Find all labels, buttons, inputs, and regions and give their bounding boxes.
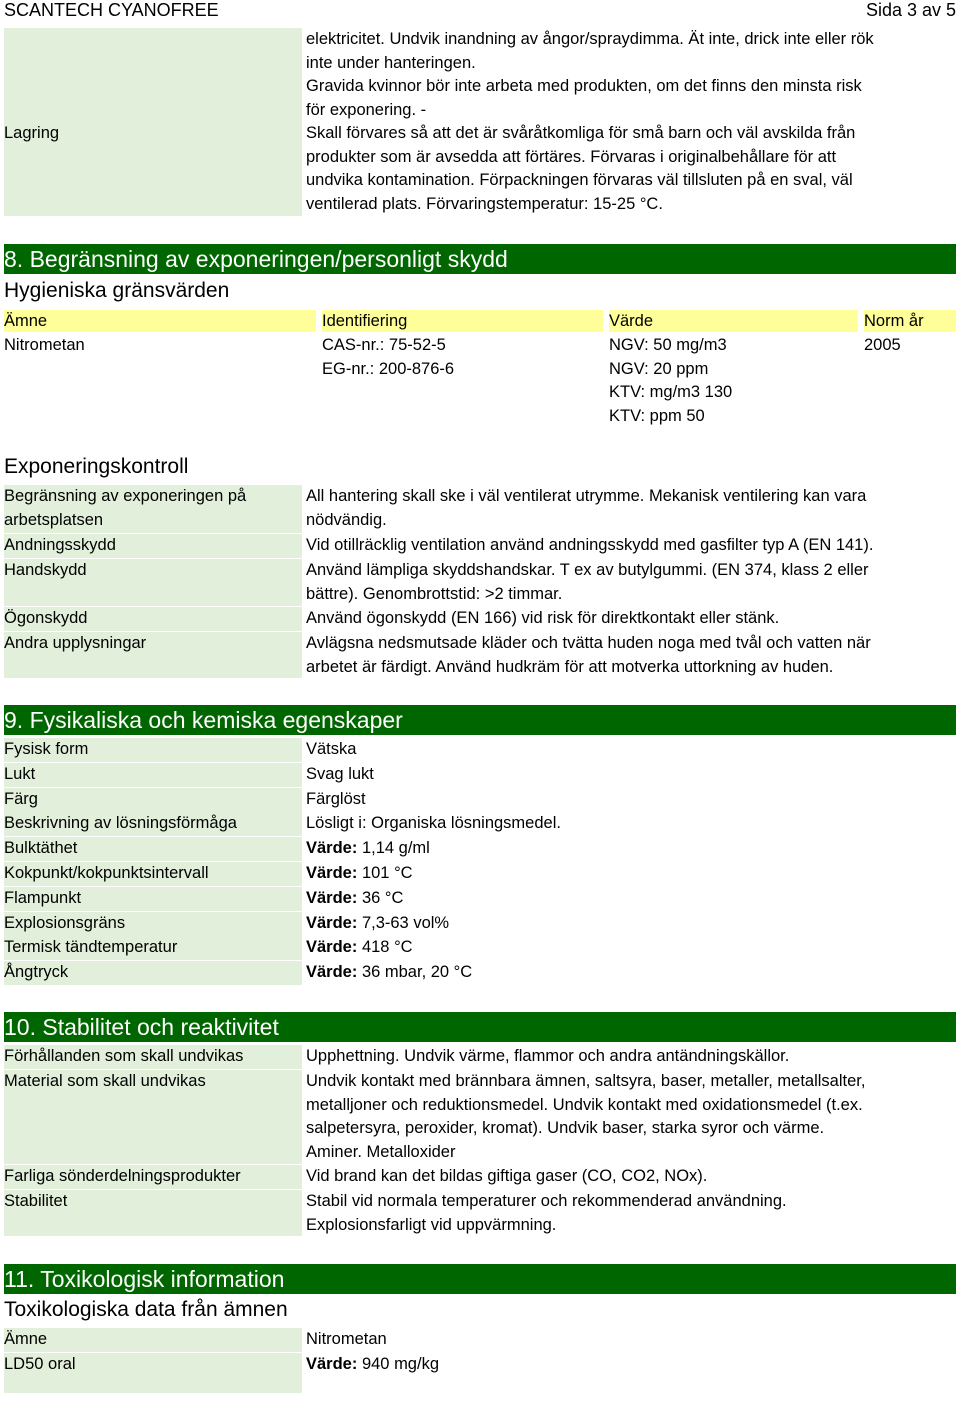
decomposition-value: Vid brand kan det bildas giftiga gaser (CO, CO2, NOx). — [306, 1167, 708, 1185]
storage-line: Skall förvares så att det är svåråtkomliga för små barn och väl avskilda från — [306, 124, 856, 142]
limit-value: NGV: 50 mg/m3 — [609, 336, 727, 354]
value-prefix: Värde: — [306, 913, 358, 932]
storage-line: produkter som är avsedda att förtäres. Förvaras i originalbehållare för att — [306, 147, 837, 166]
property-row — [4, 788, 956, 812]
value-line: Stabil vid normala temperaturer och rekommenderad användning. — [306, 1192, 787, 1210]
value-prefix: Värde: — [306, 1355, 358, 1373]
exposure-control-heading: Exponeringskontroll — [4, 455, 189, 478]
cas-number: CAS-nr.: 75-52-5 — [322, 336, 446, 354]
ld50-label — [4, 1353, 302, 1393]
toxicology-data-heading: Toxikologiska data från ämnen — [4, 1298, 288, 1321]
tox-substance-value: Nitrometan — [306, 1330, 387, 1348]
col-norm-year: Norm år — [864, 310, 956, 332]
text-line: elektricitet. Undvik inandning av ångor/spraydimma. Ät inte, drick inte eller rök — [306, 30, 874, 48]
property-value — [306, 961, 956, 985]
property-value — [306, 887, 956, 911]
stability-value — [306, 1190, 956, 1237]
property-label: Beskrivning av lösningsförmåga — [4, 812, 302, 836]
col-substance: Ämne — [4, 310, 316, 332]
row-identification — [322, 334, 454, 381]
value-line: Undvik kontakt med brännbara ämnen, saltsyra, baser, metaller, metallsalter, — [306, 1072, 866, 1090]
other-info-value — [306, 632, 956, 679]
property-label: Kokpunkt/kokpunktsintervall — [4, 862, 302, 886]
page-number: Sida 3 av 5 — [865, 0, 956, 20]
value-line: bättre). Genombrottstid: >2 timmar. — [306, 584, 563, 603]
other-info-label — [4, 632, 302, 678]
conditions-label: Förhållanden som skall undvikas — [4, 1045, 302, 1069]
continued-text — [306, 28, 956, 216]
property-value-text: 7,3-63 vol% — [361, 913, 450, 932]
limits-table-header — [4, 310, 956, 332]
exposure-item — [4, 559, 956, 606]
limit-value: NGV: 20 ppm — [609, 359, 709, 378]
limits-table-row — [4, 334, 956, 430]
value-line: Avlägsna nedsmutsade kläder och tvätta huden noga med tvål och vatten när — [306, 634, 871, 652]
continued-label-cell — [4, 28, 302, 216]
property-row — [4, 862, 956, 886]
property-value-text: Vätska — [306, 740, 357, 758]
tox-item — [4, 1353, 956, 1393]
page-header — [4, 0, 956, 22]
property-label: Termisk tändtemperatur — [4, 936, 302, 960]
section-11-title: 11. Toxikologisk information — [4, 1264, 956, 1294]
property-value — [306, 862, 956, 886]
property-label: Flampunkt — [4, 887, 302, 911]
stability-item — [4, 1165, 956, 1189]
limit-value: KTV: ppm 50 — [609, 406, 705, 425]
row-substance: Nitrometan — [4, 336, 85, 354]
value-line: salpetersyra, peroxider, kromat). Undvik baser, starka syror och värme. — [306, 1119, 825, 1137]
value-line: metalljoner och reduktionsmedel. Undvik kontakt med oxidationsmedel (t.ex. — [306, 1095, 863, 1114]
text-line: för exponering. - — [306, 100, 427, 119]
decomposition-label: Farliga sönderdelningsprodukter — [4, 1165, 302, 1189]
value-prefix: Värde: — [306, 963, 358, 982]
exposure-item — [4, 632, 956, 678]
continued-block — [4, 28, 956, 216]
value-line: Aminer. Metalloxider — [306, 1142, 456, 1161]
document-title: SCANTECH CYANOFREE — [4, 0, 219, 20]
storage-line: undvika kontamination. Förpackningen förvaras väl tillsluten på en sval, väl — [306, 171, 853, 189]
property-value-text: 36 °C — [361, 888, 404, 907]
property-value — [306, 763, 956, 787]
property-value-text: Svag lukt — [306, 764, 374, 783]
property-value — [306, 837, 956, 861]
label-line: Handskydd — [4, 561, 87, 579]
property-value — [306, 788, 956, 812]
property-row — [4, 936, 956, 960]
materials-value — [306, 1070, 956, 1164]
property-row — [4, 961, 956, 985]
property-row — [4, 837, 956, 861]
property-label: Bulktäthet — [4, 837, 302, 861]
section-9-title: 9. Fysikaliska och kemiska egenskaper — [4, 705, 956, 735]
property-value — [306, 936, 956, 960]
storage-line: ventilerad plats. Förvaringstemperatur: 15-25 °C. — [306, 194, 663, 213]
value-line: nödvändig. — [306, 510, 387, 529]
exposure-value — [306, 485, 956, 532]
property-row — [4, 812, 956, 836]
property-label: Explosionsgräns — [4, 912, 302, 936]
ld50-value — [306, 1353, 956, 1377]
exposure-label — [4, 485, 302, 533]
label-line: Material som skall undvikas — [4, 1072, 206, 1090]
property-value-text: 418 °C — [361, 938, 413, 957]
value-line: Använd lämpliga skyddshandskar. T ex av butylgummi. (EN 374, klass 2 eller — [306, 561, 869, 579]
stability-item — [4, 1045, 956, 1069]
stability-label — [4, 1190, 302, 1236]
value-line: Explosionsfarligt vid uppvärmning. — [306, 1215, 557, 1234]
value-prefix: Värde: — [306, 839, 358, 858]
value-prefix: Värde: — [306, 938, 358, 957]
limit-value: KTV: mg/m3 130 — [609, 383, 733, 401]
property-value — [306, 912, 956, 936]
exposure-item — [4, 534, 956, 558]
section-10-title: 10. Stabilitet och reaktivitet — [4, 1012, 956, 1042]
value-prefix: Värde: — [306, 888, 358, 907]
tox-item — [4, 1328, 956, 1352]
exposure-item — [4, 485, 956, 533]
text-line: inte under hanteringen. — [306, 53, 476, 72]
ld50-amount: 940 mg/kg — [361, 1355, 439, 1373]
property-value — [306, 812, 956, 836]
property-value-text: 101 °C — [361, 864, 413, 882]
hand-protection-label — [4, 559, 302, 606]
hygiene-limits-heading: Hygieniska gränsvärden — [4, 279, 230, 302]
property-row — [4, 912, 956, 936]
property-label: Lukt — [4, 763, 302, 787]
label-line: Stabilitet — [4, 1192, 68, 1210]
section-8-title: 8. Begränsning av exponeringen/personligt skydd — [4, 244, 956, 274]
row-norm-year: 2005 — [864, 336, 901, 354]
property-row — [4, 763, 956, 787]
value-line: All hantering skall ske i väl ventilerat utrymme. Mekanisk ventilering kan vara — [306, 487, 867, 505]
tox-substance-label: Ämne — [4, 1328, 302, 1352]
value-line: arbetet är färdigt. Använd hudkräm för att motverka uttorkning av huden. — [306, 657, 834, 676]
property-label: Fysisk form — [4, 738, 302, 762]
label-line: Andra upplysningar — [4, 634, 147, 652]
hand-protection-value — [306, 559, 956, 606]
property-value-text: 1,14 g/ml — [361, 839, 430, 858]
property-value-text: 36 mbar, 20 °C — [361, 963, 473, 982]
property-row — [4, 738, 956, 762]
exposure-item — [4, 607, 956, 631]
property-value — [306, 738, 956, 762]
label-line: Begränsning av exponeringen på — [4, 487, 247, 505]
conditions-value: Upphettning. Undvik värme, flammor och andra antändningskällor. — [306, 1047, 790, 1065]
label-line: LD50 oral — [4, 1355, 76, 1373]
respiratory-value: Vid otillräcklig ventilation använd andningsskydd med gasfilter typ A (EN 141). — [306, 536, 874, 554]
stability-item — [4, 1070, 956, 1164]
storage-label: Lagring — [4, 124, 60, 142]
eg-number: EG-nr.: 200-876-6 — [322, 359, 455, 378]
property-value-text: Färglöst — [306, 789, 366, 808]
col-identification: Identifiering — [322, 310, 603, 332]
eye-protection-value: Använd ögonskydd (EN 166) vid risk för direktkontakt eller stänk. — [306, 609, 780, 627]
materials-label — [4, 1070, 302, 1164]
row-values — [609, 334, 732, 428]
property-value-text: Lösligt i: Organiska lösningsmedel. — [306, 814, 561, 833]
value-prefix: Värde: — [306, 864, 358, 882]
label-line: arbetsplatsen — [4, 510, 104, 529]
eye-protection-label: Ögonskydd — [4, 607, 302, 631]
property-label: Ångtryck — [4, 961, 302, 985]
property-label: Färg — [4, 788, 302, 812]
text-line: Gravida kvinnor bör inte arbeta med produkten, om det finns den minsta risk — [306, 77, 862, 95]
stability-item — [4, 1190, 956, 1236]
col-value: Värde — [609, 310, 858, 332]
respiratory-label: Andningsskydd — [4, 534, 302, 558]
property-row — [4, 887, 956, 911]
